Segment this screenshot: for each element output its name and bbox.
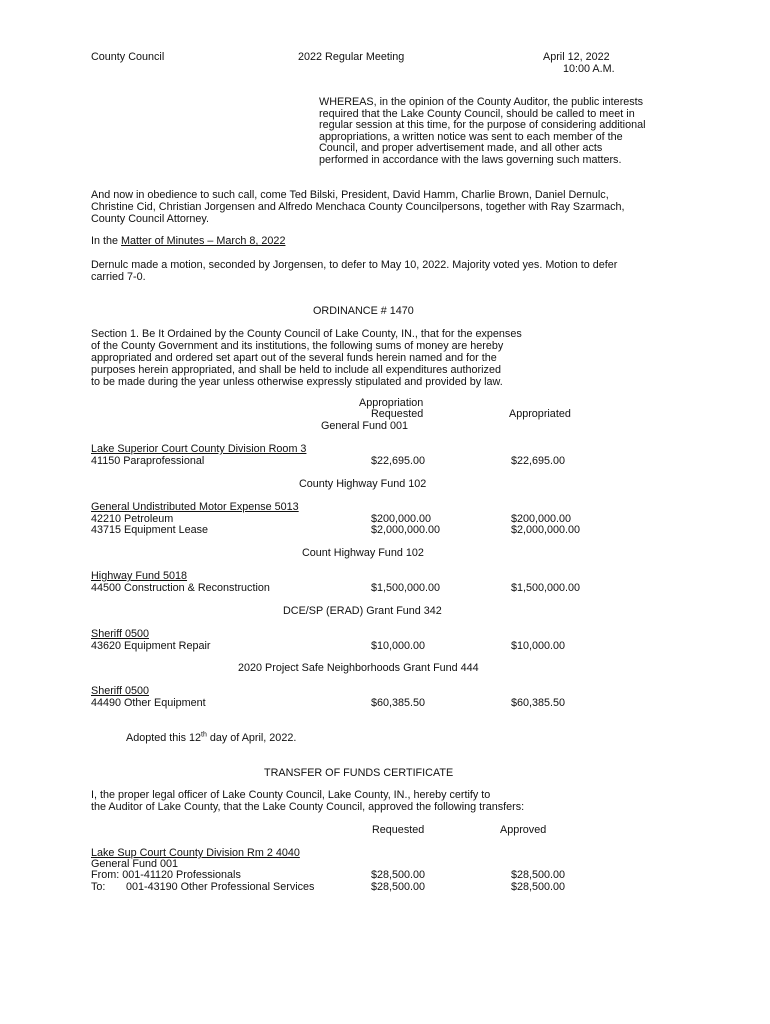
col-header-requested: Requested xyxy=(372,824,425,836)
transfer-fund: General Fund 001 xyxy=(91,858,179,870)
section-line: to be made during the year unless otherwise expressly stipulated and provided by law. xyxy=(91,376,503,388)
department-name: General Undistributed Motor Expense 5013 xyxy=(91,501,299,513)
to-item: 001-43190 Other Professional Services xyxy=(126,881,315,893)
appropriated-amount: $200,000.00 xyxy=(511,513,572,525)
appropriated-amount: $2,000,000.00 xyxy=(511,524,581,536)
minutes-link: Matter of Minutes – March 8, 2022 xyxy=(121,235,286,247)
requested-amount: $200,000.00 xyxy=(371,513,432,525)
section-line: appropriated and ordered set apart out of the several funds herein named and for the xyxy=(91,352,497,364)
line-item: 43620 Equipment Repair xyxy=(91,640,211,652)
ordinance-title: ORDINANCE # 1470 xyxy=(313,305,414,317)
transfer-from-row xyxy=(91,869,241,881)
fund-title: General Fund 001 xyxy=(321,420,409,432)
appropriated-amount: $22,695.00 xyxy=(511,455,566,467)
to-requested: $28,500.00 xyxy=(371,881,426,893)
section-line: purposes herein appropriated, and shall be held to include all expenditures authorized xyxy=(91,364,501,376)
header-time: 10:00 A.M. xyxy=(563,63,615,75)
department-name: Sheriff 0500 xyxy=(91,628,150,640)
transfer-title: TRANSFER OF FUNDS CERTIFICATE xyxy=(264,767,454,779)
fund-title: DCE/SP (ERAD) Grant Fund 342 xyxy=(283,605,442,617)
col-header-requested: Requested xyxy=(371,408,424,420)
fund-title: Count Highway Fund 102 xyxy=(302,547,424,559)
col-header-appropriated: Appropriated xyxy=(509,408,571,420)
header-date: April 12, 2022 xyxy=(543,51,610,63)
whereas-paragraph: WHEREAS, in the opinion of the County Auditor, the public interests required that the Lake County Council, should be called to meet in regular session at this time, for the purpose of considering additional appropriations, a written notice was sent to each member of the Council, and proper advertisement made, and all other acts performed in accordance with the laws governing such matters. xyxy=(319,96,646,166)
section-line: of the County Government and its institutions, the following sums of money are hereby xyxy=(91,340,504,352)
from-item: 001-41120 Professionals xyxy=(122,869,241,881)
requested-amount: $60,385.50 xyxy=(371,697,426,709)
col-header-approved: Approved xyxy=(500,824,547,836)
requested-amount: $2,000,000.00 xyxy=(371,524,441,536)
fund-title: 2020 Project Safe Neighborhoods Grant Fund 444 xyxy=(238,662,479,674)
from-label: From: xyxy=(91,869,120,881)
appropriated-amount: $60,385.50 xyxy=(511,697,566,709)
col-header-appropriation: Appropriation xyxy=(359,397,424,409)
header-left: County Council xyxy=(91,51,165,63)
line-item: 43715 Equipment Lease xyxy=(91,524,209,536)
department-name: Lake Superior Court County Division Room 3 xyxy=(91,443,307,455)
minutes-heading: In the Matter of Minutes – March 8, 2022 xyxy=(91,235,286,247)
appropriated-amount: $1,500,000.00 xyxy=(511,582,581,594)
line-item: 44490 Other Equipment xyxy=(91,697,206,709)
transfer-text: I, the proper legal officer of Lake County Council, Lake County, IN., hereby certify to xyxy=(91,789,491,801)
department-name: Highway Fund 5018 xyxy=(91,570,188,582)
transfer-text: the Auditor of Lake County, that the Lake County Council, approved the following transfers: xyxy=(91,801,525,813)
appropriated-amount: $10,000.00 xyxy=(511,640,566,652)
requested-amount: $22,695.00 xyxy=(371,455,426,467)
from-requested: $28,500.00 xyxy=(371,869,426,881)
department-name: Sheriff 0500 xyxy=(91,685,150,697)
minutes-motion: Dernulc made a motion, seconded by Jorgensen, to defer to May 10, 2022. Majority voted yes. Motion to defer carried 7-0. xyxy=(91,259,618,284)
from-approved: $28,500.00 xyxy=(511,869,566,881)
adopted-line: Adopted this 12th day of April, 2022. xyxy=(126,731,297,744)
header-center: 2022 Regular Meeting xyxy=(298,51,405,63)
transfer-department: Lake Sup Court County Division Rm 2 4040 xyxy=(91,847,300,859)
line-item: 44500 Construction & Reconstruction xyxy=(91,582,270,594)
to-approved: $28,500.00 xyxy=(511,881,566,893)
line-item: 41150 Paraprofessional xyxy=(91,455,205,467)
line-item: 42210 Petroleum xyxy=(91,513,174,525)
obedience-paragraph: And now in obedience to such call, come Ted Bilski, President, David Hamm, Charlie Brown, Daniel Dernulc, Christine Cid, Christian Jorgensen and Alfredo Menchaca County Councilpersons, together with Ray Szarmach, County Council Attorney. xyxy=(91,189,625,226)
requested-amount: $10,000.00 xyxy=(371,640,426,652)
section-line: Section 1. Be It Ordained by the County Council of Lake County, IN., that for the expenses xyxy=(91,328,522,340)
to-label: To: xyxy=(91,881,106,893)
fund-title: County Highway Fund 102 xyxy=(299,478,427,490)
requested-amount: $1,500,000.00 xyxy=(371,582,441,594)
